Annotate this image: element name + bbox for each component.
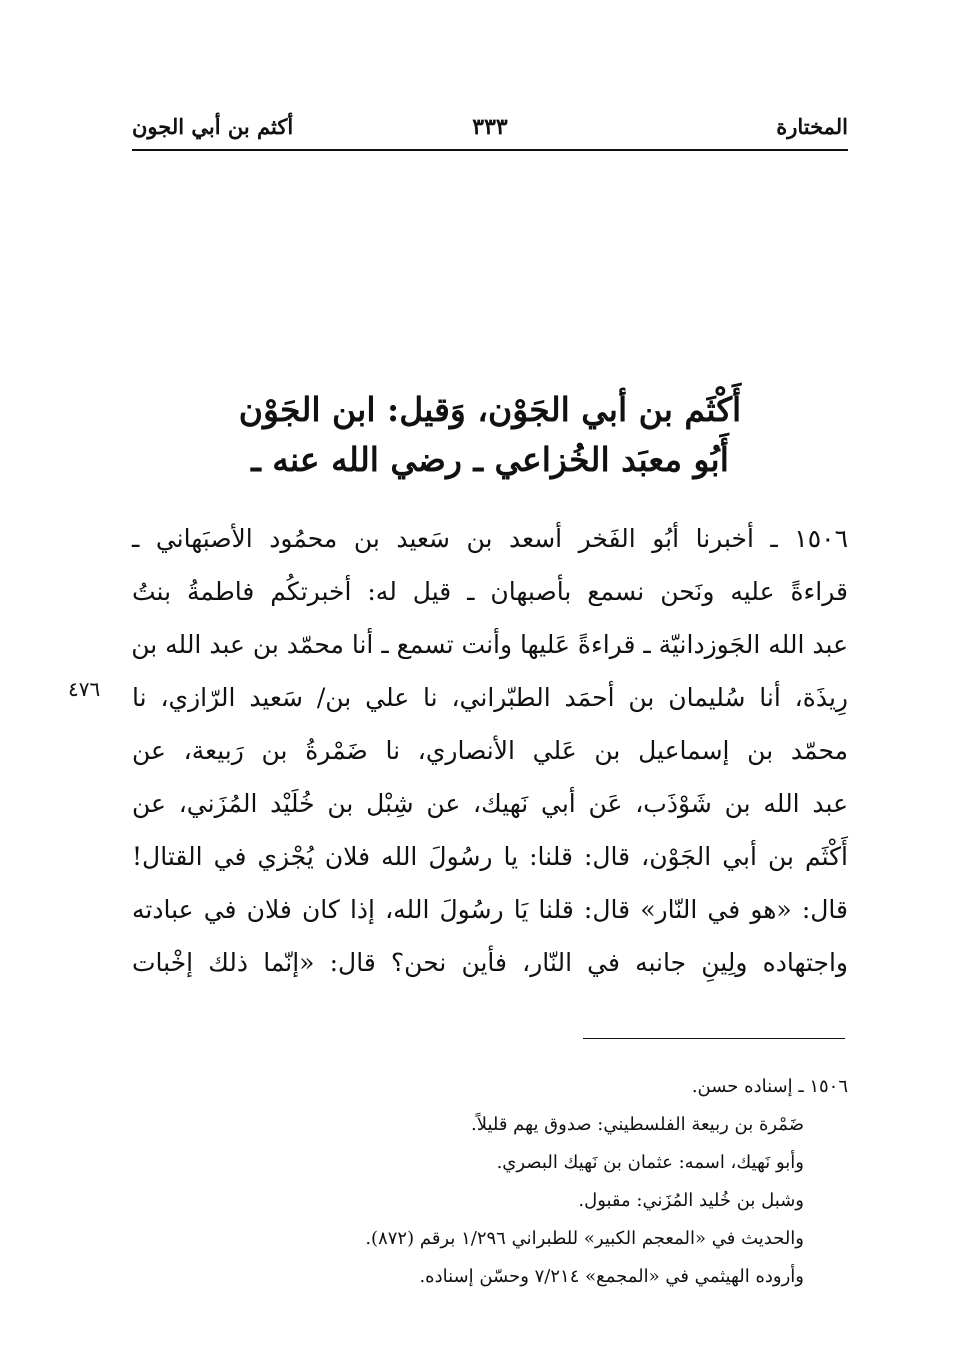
running-header [132,110,848,146]
text-line: ١٥٠٦ ـ أخبرنا أبُو الفَخر أسعد بن سَعيد بن محمُود الأصبَهاني ـ [132,524,848,553]
title-line-2: أَبُو معبَد الخُزاعي ـ رضي الله عنه ـ [251,440,729,479]
margin-reference-number: ٤٧٦ [68,677,101,701]
footnote-line: ضَمْرة بن ربيعة الفلسطيني: صدوق يهم قليلاً. [471,1114,804,1135]
text-line: واجتهاده ولِينِ جانبه في النّار، فأين نحن؟ قال: «إنّما ذلك إخْبات [132,948,848,977]
footnotes [240,1068,848,1296]
entry-title [132,385,848,485]
footnote-rule [583,1038,845,1039]
footnote-line: ١٥٠٦ ـ إسناده حسن. [691,1076,848,1097]
footnote-line: وشبل بن خُليد المُزَني: مقبول. [578,1190,804,1211]
footnote-line: وأروده الهيثمي في «المجمع» ٧/٢١٤ وحسّن إسناده. [419,1266,804,1287]
header-book-name: المختارة [776,114,848,139]
text-line: أَكْثَم بن أبي الجَوْن، قال: قلنا: يا رسُولَ الله فلان يُجْزي في القتال! [132,842,848,871]
footnote-line: والحديث في «المعجم الكبير» للطبراني ١/٢٩٦ برقم (٨٧٢). [365,1228,804,1249]
text-line: قراءةً عليه ونَحن نسمع بأصبهان ـ قيل له: أخبرتكُم فاطمةُ بنتُ [132,577,848,606]
text-line: قال: «هو في النّار» قال: قلنا يَا رسُولَ الله، إذا كان فلان في عبادته [132,895,848,924]
footnote-line: وأبو نَهيك، اسمه: عثمان بن نَهيك البصري. [496,1152,804,1173]
text-line: عبد الله بن شَوْذَب، عَن أبي نَهيك، عن شِبْل بن خُلَيْد المُزَني، عن [132,789,848,818]
text-line: رِيذَة، أنا سُليمان بن أحمَد الطبّراني، نا علي بن/ سَعيد الرّازي، نا [132,683,848,712]
header-page-number: ٣٣٣ [472,114,508,140]
title-line-1: أَكْثَم بن أبي الجَوْن، وَقيل: ابن الجَوْن [238,390,742,429]
header-chapter-name: أكثم بن أبي الجون [132,114,294,139]
text-line: محمّد بن إسماعيل بن عَلي الأنصاري، نا ضَمْرةُ بن رَبيعة، عن [132,736,848,765]
text-line: عبد الله الجَوزدانيّة ـ قراءةً عَليها وأنت تسمع ـ أنا محمّد بن عبد الله بن [131,630,848,659]
hadith-text [132,512,848,989]
header-rule [132,149,848,151]
